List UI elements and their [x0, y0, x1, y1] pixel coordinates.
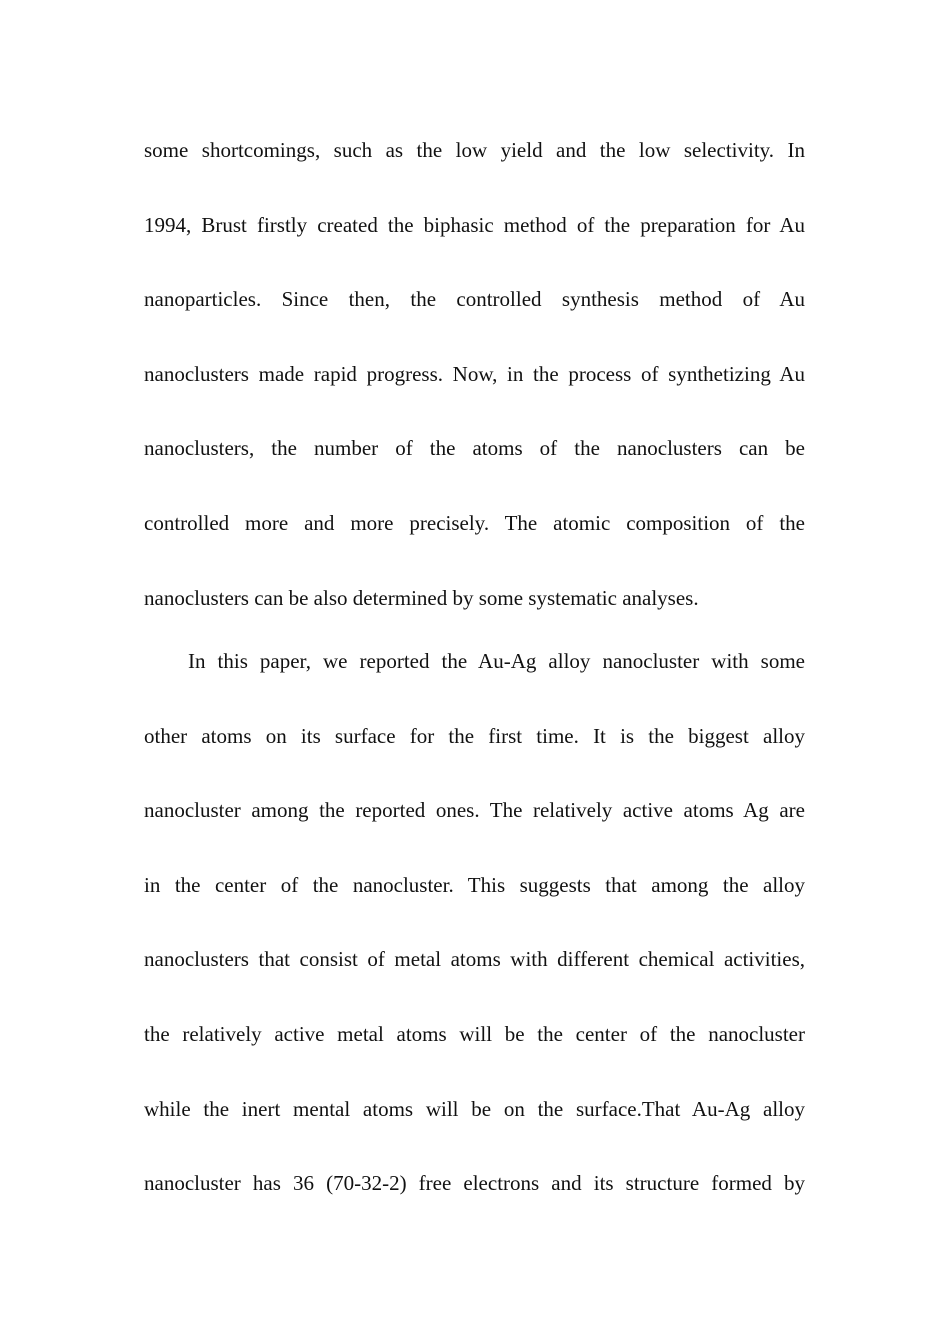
- paragraph-1-line: nanoclusters can be also determined by some systematic analyses.: [144, 586, 699, 610]
- paragraph-2-line: nanocluster among the reported ones. The relatively active atoms Ag are: [144, 798, 805, 822]
- paragraph-2-line: In this paper, we reported the Au-Ag alloy nanocluster with some: [188, 649, 805, 673]
- paragraph-1-line: some shortcomings, such as the low yield and the low selectivity. In: [144, 138, 805, 162]
- paragraph-2-line: in the center of the nanocluster. This suggests that among the alloy: [144, 873, 805, 897]
- paragraph-1-line: controlled more and more precisely. The atomic composition of the: [144, 511, 805, 535]
- paragraph-2-line: the relatively active metal atoms will be the center of the nanocluster: [144, 1022, 805, 1046]
- paragraph-1-line: nanoclusters made rapid progress. Now, in the process of synthetizing Au: [144, 362, 805, 386]
- paragraph-2-line: nanoclusters that consist of metal atoms with different chemical activities,: [144, 947, 805, 971]
- paragraph-2-line: nanocluster has 36 (70-32-2) free electrons and its structure formed by: [144, 1171, 805, 1195]
- paragraph-1-line: nanoclusters, the number of the atoms of the nanoclusters can be: [144, 436, 805, 460]
- paragraph-2-line: other atoms on its surface for the first time. It is the biggest alloy: [144, 724, 805, 748]
- paragraph-1-line: 1994, Brust firstly created the biphasic method of the preparation for Au: [144, 213, 805, 237]
- paragraph-2-line: while the inert mental atoms will be on the surface.That Au-Ag alloy: [144, 1097, 805, 1121]
- paragraph-1-line: nanoparticles. Since then, the controlled synthesis method of Au: [144, 287, 805, 311]
